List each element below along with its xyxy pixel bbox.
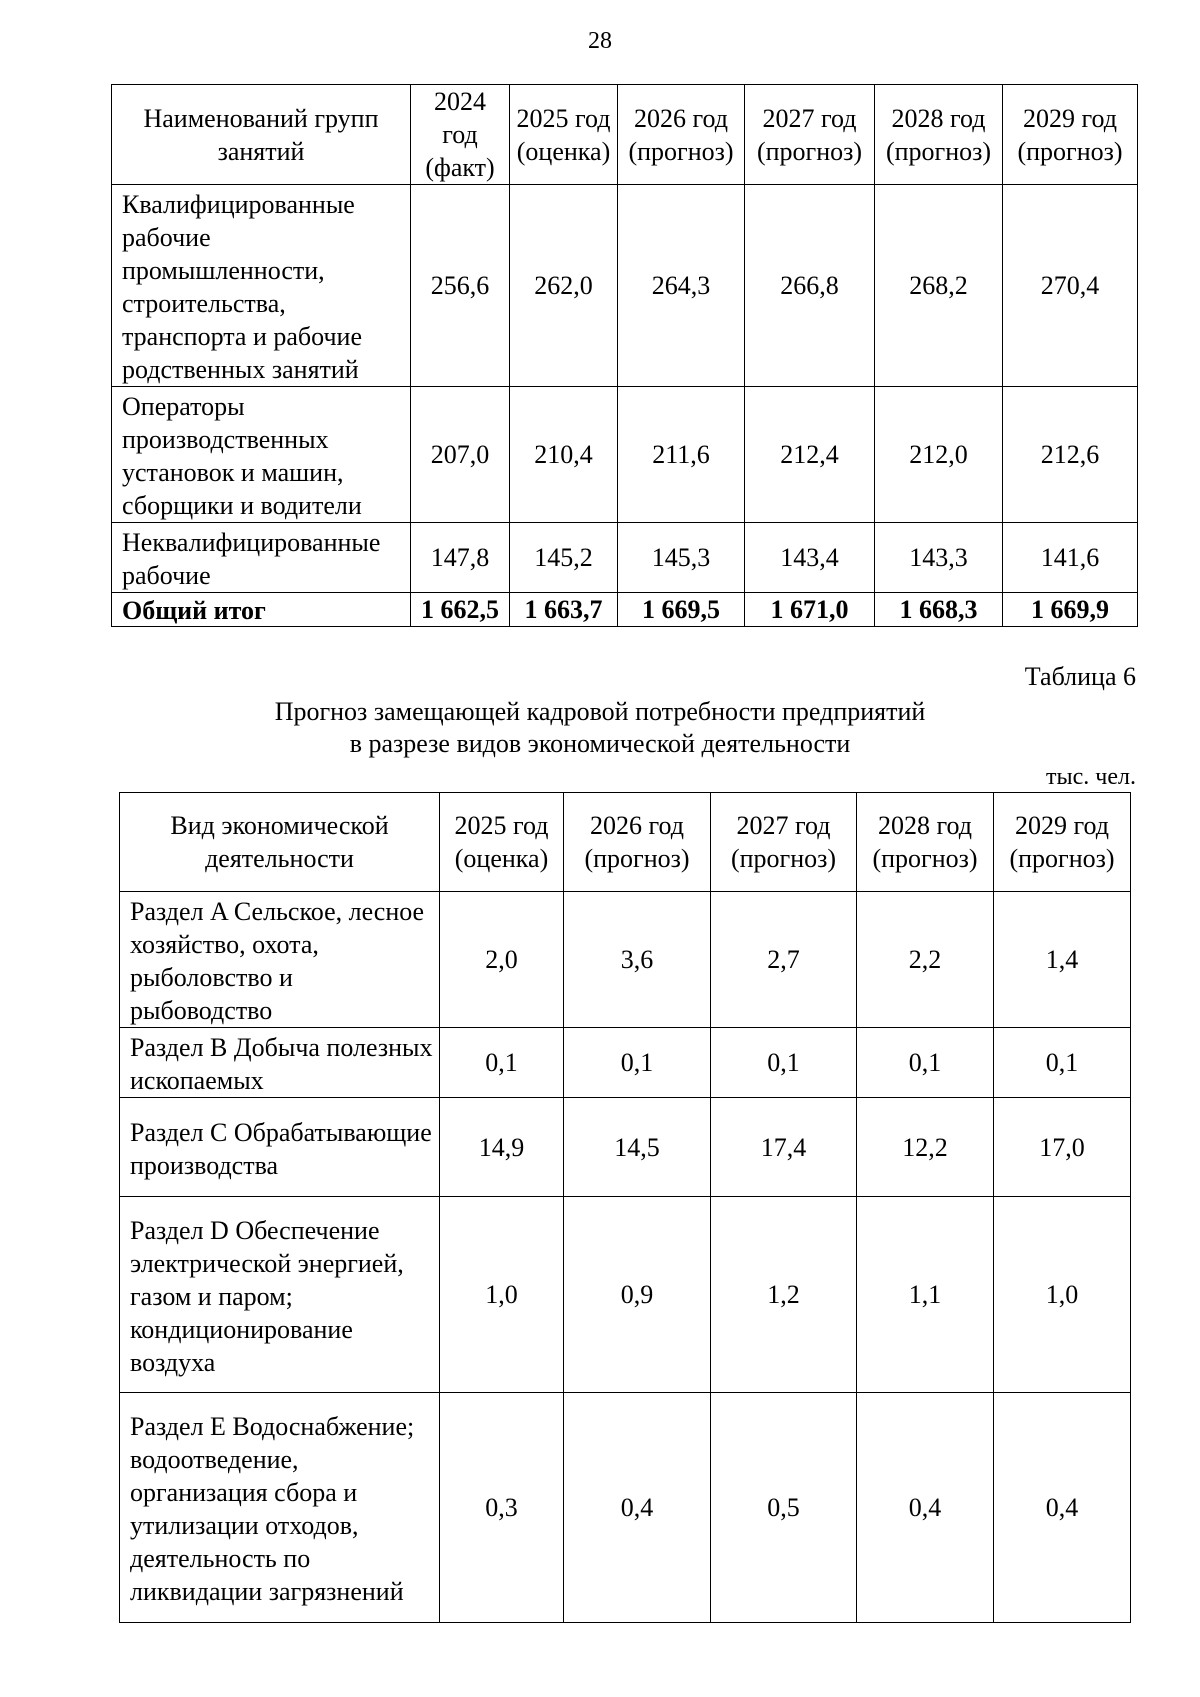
total-value-cell: 1 662,5 xyxy=(411,593,510,627)
value-cell: 264,3 xyxy=(618,185,745,387)
value-cell: 211,6 xyxy=(618,387,745,523)
value-cell: 17,4 xyxy=(711,1098,857,1197)
value-cell: 1,0 xyxy=(994,1197,1131,1393)
table-row xyxy=(112,387,1138,523)
value-cell: 0,1 xyxy=(994,1028,1131,1098)
value-cell: 212,4 xyxy=(745,387,875,523)
value-cell: 3,6 xyxy=(564,892,711,1028)
value-cell: 210,4 xyxy=(510,387,618,523)
table-row xyxy=(120,1197,1131,1393)
total-value-cell: 1 669,5 xyxy=(618,593,745,627)
value-cell: 17,0 xyxy=(994,1098,1131,1197)
value-cell: 141,6 xyxy=(1003,523,1138,593)
header-cell: 2025 год (оценка) xyxy=(510,85,618,185)
occupation-groups-table xyxy=(111,84,1138,627)
value-cell: 212,6 xyxy=(1003,387,1138,523)
page-number: 28 xyxy=(588,28,612,54)
value-cell: 14,5 xyxy=(564,1098,711,1197)
value-cell: 2,7 xyxy=(711,892,857,1028)
value-cell: 268,2 xyxy=(875,185,1003,387)
header-cell: 2024 год (факт) xyxy=(411,85,510,185)
row-label: Раздел C Обрабатывающие производства xyxy=(120,1098,440,1197)
header-cell: 2027 год (прогноз) xyxy=(745,85,875,185)
header-cell: 2028 год (прогноз) xyxy=(875,85,1003,185)
value-cell: 0,3 xyxy=(440,1393,564,1623)
value-cell: 0,4 xyxy=(564,1393,711,1623)
value-cell: 1,1 xyxy=(857,1197,994,1393)
row-label: Неквалифицированные рабочие xyxy=(112,523,411,593)
units-label: тыс. чел. xyxy=(1046,764,1136,790)
table-row xyxy=(120,1393,1131,1623)
table-number-label: Таблица 6 xyxy=(1024,662,1136,691)
header-cell: 2026 год (прогноз) xyxy=(564,793,711,892)
value-cell: 143,3 xyxy=(875,523,1003,593)
value-cell: 145,3 xyxy=(618,523,745,593)
table-header-row xyxy=(120,793,1131,892)
replacement-demand-table xyxy=(119,792,1131,1623)
value-cell: 0,1 xyxy=(564,1028,711,1098)
value-cell: 145,2 xyxy=(510,523,618,593)
total-value-cell: 1 669,9 xyxy=(1003,593,1138,627)
total-value-cell: 1 668,3 xyxy=(875,593,1003,627)
table-header-row xyxy=(112,85,1138,185)
header-cell: 2026 год (прогноз) xyxy=(618,85,745,185)
table-title xyxy=(0,696,1200,760)
value-cell: 12,2 xyxy=(857,1098,994,1197)
total-value-cell: 1 663,7 xyxy=(510,593,618,627)
header-cell: 2027 год (прогноз) xyxy=(711,793,857,892)
total-row xyxy=(112,593,1138,627)
value-cell: 14,9 xyxy=(440,1098,564,1197)
table-row xyxy=(120,1028,1131,1098)
value-cell: 1,4 xyxy=(994,892,1131,1028)
value-cell: 0,1 xyxy=(440,1028,564,1098)
table-title-line: в разрезе видов экономической деятельности xyxy=(349,729,851,758)
table-title-line: Прогноз замещающей кадровой потребности предприятий xyxy=(274,697,926,726)
total-label: Общий итог xyxy=(112,593,411,627)
value-cell: 147,8 xyxy=(411,523,510,593)
total-value-cell: 1 671,0 xyxy=(745,593,875,627)
value-cell: 1,0 xyxy=(440,1197,564,1393)
value-cell: 0,4 xyxy=(857,1393,994,1623)
row-label: Раздел A Сельское, лесное хозяйство, охота, рыболовство и рыбоводство xyxy=(120,892,440,1028)
header-cell: 2029 год (прогноз) xyxy=(994,793,1131,892)
value-cell: 0,4 xyxy=(994,1393,1131,1623)
header-cell: 2025 год (оценка) xyxy=(440,793,564,892)
header-cell: Наименований групп занятий xyxy=(112,85,411,185)
value-cell: 266,8 xyxy=(745,185,875,387)
row-label: Операторы производственных установок и машин, сборщики и водители xyxy=(112,387,411,523)
value-cell: 0,9 xyxy=(564,1197,711,1393)
value-cell: 0,1 xyxy=(711,1028,857,1098)
value-cell: 0,1 xyxy=(857,1028,994,1098)
row-label: Раздел E Водоснабжение; водоотведение, организация сбора и утилизации отходов, деятельность по ликвидации загрязнений xyxy=(120,1393,440,1623)
value-cell: 262,0 xyxy=(510,185,618,387)
value-cell: 270,4 xyxy=(1003,185,1138,387)
value-cell: 0,5 xyxy=(711,1393,857,1623)
header-cell: Вид экономической деятельности xyxy=(120,793,440,892)
value-cell: 256,6 xyxy=(411,185,510,387)
row-label: Раздел B Добыча полезных ископаемых xyxy=(120,1028,440,1098)
value-cell: 1,2 xyxy=(711,1197,857,1393)
table-row xyxy=(120,1098,1131,1197)
value-cell: 212,0 xyxy=(875,387,1003,523)
row-label: Квалифицированные рабочие промышленности, строительства, транспорта и рабочие родственных занятий xyxy=(112,185,411,387)
value-cell: 2,2 xyxy=(857,892,994,1028)
row-label: Раздел D Обеспечение электрической энергией, газом и паром; кондиционирование воздуха xyxy=(120,1197,440,1393)
table-row xyxy=(112,523,1138,593)
header-cell: 2029 год (прогноз) xyxy=(1003,85,1138,185)
value-cell: 143,4 xyxy=(745,523,875,593)
value-cell: 2,0 xyxy=(440,892,564,1028)
value-cell: 207,0 xyxy=(411,387,510,523)
table-row xyxy=(120,892,1131,1028)
header-cell: 2028 год (прогноз) xyxy=(857,793,994,892)
table-row xyxy=(112,185,1138,387)
